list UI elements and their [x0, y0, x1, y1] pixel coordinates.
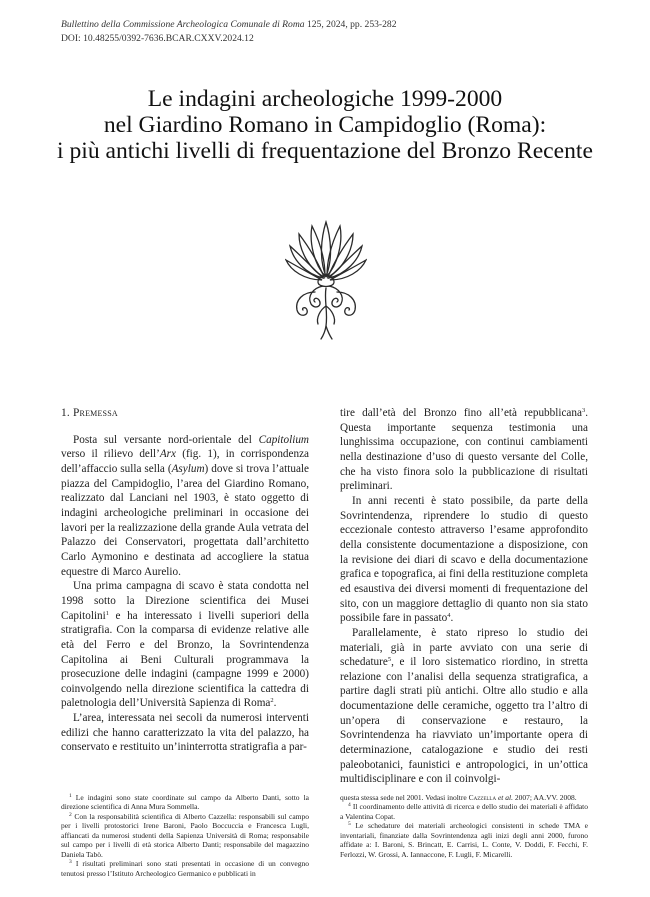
- text-run: , e il loro sistematico riordino, in stretta relazione con l’analisi della sequenza stratigrafica, a partire dagli strati più antichi. Oltre allo studio e alla documentazione delle ceramiche, oggetto tra l’altro di un’opera di conservazione e restauro, la Sovrintendenza ha riavviato un’importante opera di determinazione, catalogazione e studio dei resti paleobotanici, faunistici e antropologici, in un’ottica multidisciplinare e con il coinvolgi-: [340, 656, 588, 786]
- footnote-number: 4: [348, 802, 351, 809]
- paragraph: L’area, interessata nei secoli da numerosi interventi edilizi che hanno caratterizzato la vita del palazzo, ha conservato e restituito un’ininterrotta stratigrafia a par-: [61, 712, 309, 754]
- footnote: [340, 802, 588, 821]
- text-run: e ha interessato i livelli superiori della stratigrafia. Con la comparsa di evidenze relative alle età del Ferro e del Bronzo, la Sovrintendenza Capitolina ai Beni Culturali programmava la prosecuzione delle indagini (campagne 1999 e 2000) coinvolgendo nella direzione scientifica la cattedra di paletnologia dell’Università Sapienza di Roma: [61, 609, 309, 710]
- italic-term: Arx: [159, 448, 176, 461]
- title-line-3: i più antichi livelli di frequentazione del Bronzo Recente: [57, 138, 593, 164]
- footnote-ref[interactable]: 4: [447, 612, 451, 620]
- volume-pages: 125, 2024, pp. 253-282: [304, 19, 397, 30]
- footnote: [61, 793, 309, 812]
- paragraph: [61, 579, 309, 711]
- author-name: Cazzella: [468, 793, 497, 802]
- footnote-ref[interactable]: 2: [270, 697, 274, 705]
- paragraph: [340, 494, 588, 626]
- title-line-1: Le indagini archeologiche 1999-2000: [147, 86, 503, 112]
- section-title: Premessa: [73, 407, 118, 419]
- paragraph: [340, 626, 588, 787]
- footnotes-left: [61, 793, 309, 878]
- footnote-text: Con la responsabilità scientifica di Alberto Cazzella: responsabili sul campo per i livelli protostorici Irene Baroni, Paolo Boccuccia e Francesca Lugli, affiancati da numerosi studenti della Sapienza Università di Roma; responsabile sul campo per i livelli di età storica Alberto Danti; responsabile del magazzino Daniela Tabò.: [61, 811, 309, 859]
- footnote-number: 3: [69, 859, 72, 866]
- italic-term: et al.: [497, 793, 513, 802]
- paragraph: [61, 433, 309, 580]
- text-run: verso il rilievo dell’: [61, 448, 160, 461]
- journal-name: Bullettino della Commissione Archeologica Comunale di Roma: [61, 19, 305, 30]
- footnote-ref[interactable]: 3: [581, 407, 586, 414]
- title-line-2: nel Giardino Romano in Campidoglio (Roma):: [103, 112, 547, 138]
- footnote-text: Le schedature dei materiali archeologici consistenti in schede TMA e inventariali, finanziate dalla Sovrintendenza agli inizi degli anni 2000, furono affidate a: I. Baroni, S. Brincatt, E. Carrisi, L. Conte, V. Doddi, F. Fecchi, F. Ferlozzi, W. Grossi, A. Iannaccone, F. Lugli, F. Micarelli.: [340, 821, 588, 859]
- journal-citation: [61, 18, 397, 32]
- paragraph: [340, 406, 588, 494]
- footnote-text: questa stessa sede nel 2001. Vedasi inoltre: [340, 793, 469, 802]
- footnote-number: 2: [69, 811, 72, 818]
- doi: DOI: 10.48255/0392-7636.BCAR.CXXV.2024.12: [61, 33, 254, 44]
- text-run: . Questa importante sequenza testimonia una lunghissima occupazione, con continui cambiamenti nella destinazione d’uso di questo versante del Colle, che ha visto finora solo la pubblicazione di risultati preliminari.: [340, 407, 588, 493]
- text-run: ) dove si trova l’attuale piazza del Campidoglio, l’area del Giardino Romano, realizzato dal Lanciani nel 1903, è stato oggetto di indagini archeologiche preliminari in occasione dei lavori per la realizzazione della grande Aula vetrata del Palazzo dei Conservatori, progettata dall’architetto Carlo Aymonino e destinata ad accogliere la statua equestre di Marco Aurelio.: [61, 462, 309, 578]
- footnote: [61, 859, 309, 878]
- italic-term: Asylum: [171, 462, 205, 475]
- footnote-ref[interactable]: 1: [105, 609, 109, 617]
- section-heading: [61, 406, 309, 421]
- palmette-ornament-icon: [285, 218, 367, 340]
- left-column: [61, 406, 309, 755]
- footnote-number: 5: [348, 821, 351, 828]
- text-run: (fig. 1), in corrispondenza dell’affaccio sulla sella (: [61, 448, 310, 475]
- text-run: Posta sul versante nord-orientale del: [73, 433, 259, 446]
- footnote: [61, 812, 309, 859]
- footnote-ref[interactable]: 5: [387, 656, 392, 664]
- text-run: .: [273, 697, 277, 710]
- footnote-text: 2007; AA.VV. 2008.: [512, 793, 577, 802]
- footnote-text: Il coordinamento delle attività di ricerca e dello studio dei materiali è affidato a Valentina Copat.: [340, 802, 588, 821]
- section-number: 1.: [61, 407, 73, 419]
- footnote-text: Le indagini sono state coordinate sul campo da Alberto Danti, sotto la direzione scientifica di Anna Mura Sommella.: [61, 793, 309, 812]
- article-title: [0, 86, 650, 164]
- footnote-number: 1: [69, 793, 72, 799]
- italic-term: Capitolium: [258, 433, 309, 446]
- text-run: tire dall’età del Bronzo fino all’età repubblicana: [340, 407, 582, 419]
- text-run: Parallelamente, è stato ripreso lo studio dei materiali, già in parte avviato con una serie di schedature: [340, 626, 588, 669]
- footnote: [340, 821, 588, 859]
- footnotes-right: [340, 793, 588, 859]
- footnote-continued: [340, 793, 588, 802]
- running-header: [61, 18, 397, 46]
- right-column: [340, 406, 588, 787]
- text-run: In anni recenti è stato possibile, da parte della Sovrintendenza, riprendere lo studio di questo eccezionale contesto attraverso l’esame approfondito della consistente documentazione a disposizione, con la revisione dei diari di scavo e della documentazione grafica e topografica, ai fini della restituzione completa ed esaustiva dei diversi momenti di frequentazione del sito, con un maggiore dettaglio di quanto non sia stato possibile fare in passato: [340, 494, 588, 625]
- footnote-text: I risultati preliminari sono stati presentati in occasione di un convegno tenutosi presso l’Istituto Archeologico Germanico e pubblicati in: [61, 859, 309, 878]
- text-run: Una prima campagna di scavo è stata condotta nel 1998 sotto la Direzione scientifica dei Musei Capitolini: [61, 580, 309, 622]
- text-run: .: [450, 612, 454, 625]
